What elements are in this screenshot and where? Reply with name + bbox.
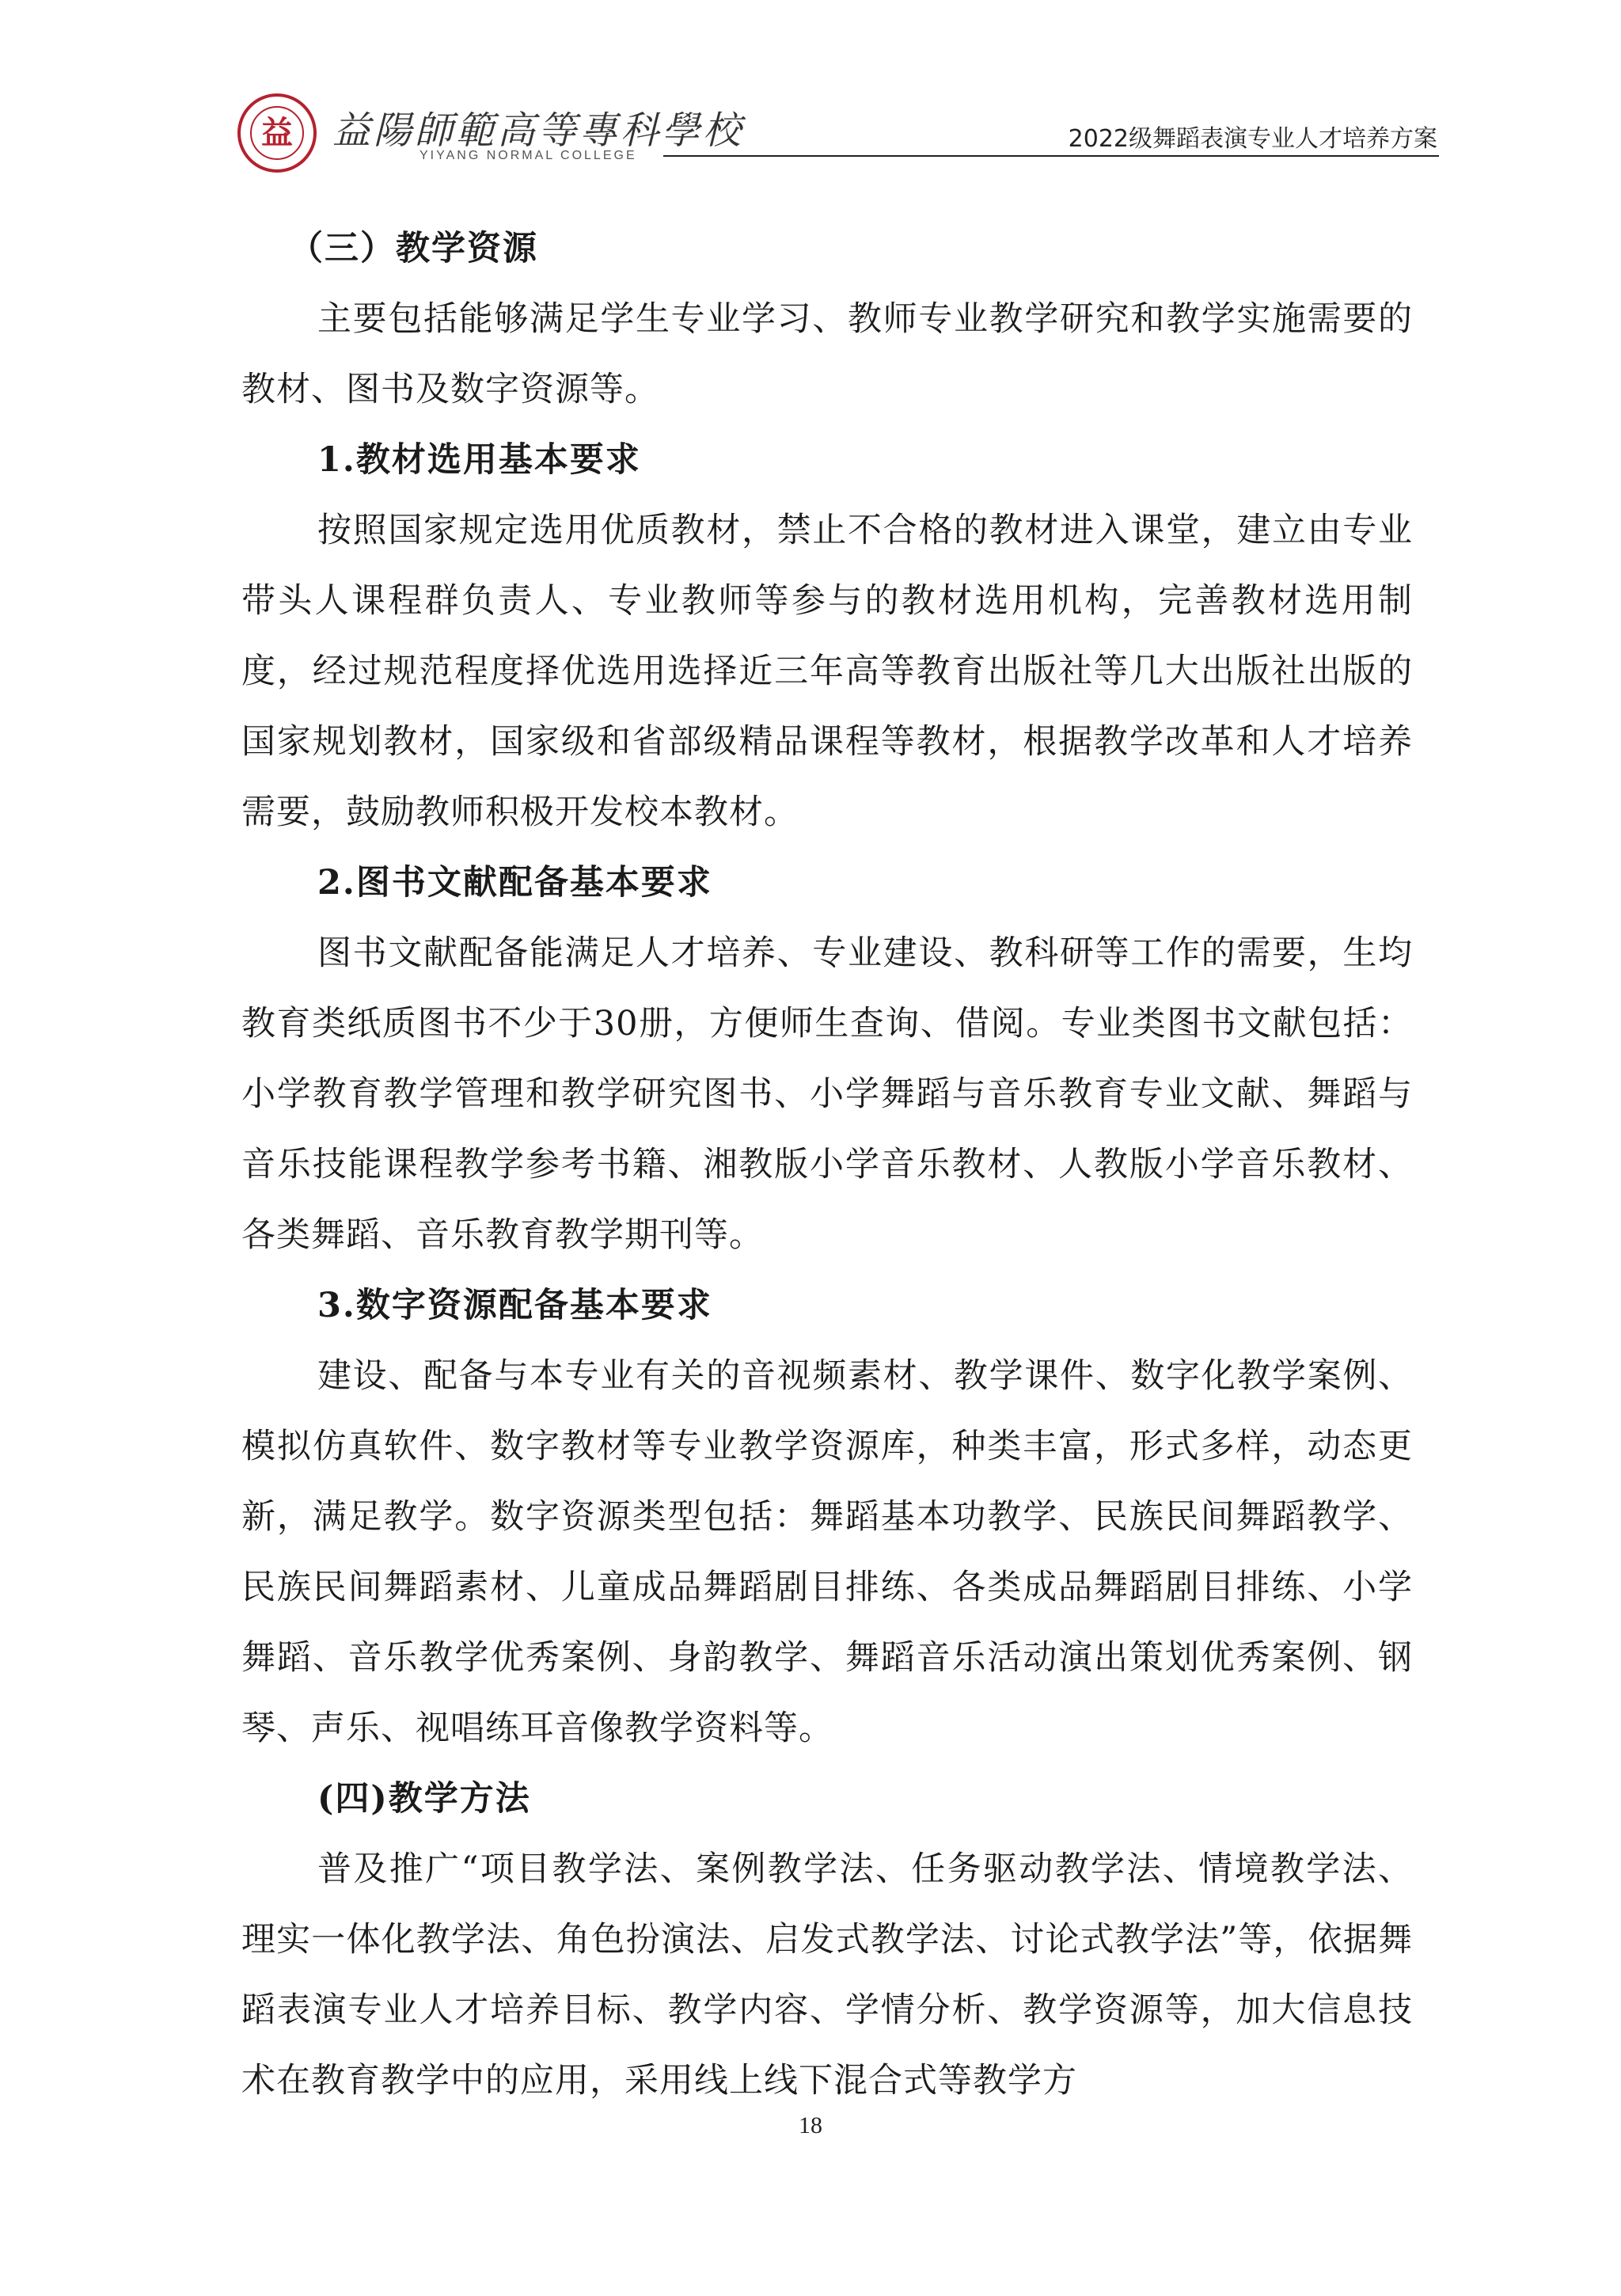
school-name-english: YIYANG NORMAL COLLEGE (419, 149, 637, 162)
subsection-heading: 2.图书文献配备基本要求 (317, 863, 712, 903)
subsection-heading: 1.教材选用基本要求 (317, 440, 641, 480)
section-heading: (四)教学方法 (317, 1779, 531, 1819)
subsection-heading: 3.数字资源配备基本要求 (317, 1286, 712, 1325)
school-name: 益陽師範高等專科學校 (332, 108, 745, 153)
school-logo-icon (237, 93, 317, 173)
page-number: 18 (799, 2112, 822, 2138)
section-heading: （三）教学资源 (289, 229, 538, 268)
page-header (0, 0, 1621, 190)
page-content (241, 214, 1413, 2116)
document-title: 2022级舞蹈表演专业人才培养方案 (1068, 125, 1437, 153)
header-divider (663, 155, 1439, 157)
paragraph: 普及推广“项目教学法、案例教学法、任务驱动教学法、情境教学法、理实一体化教学法、角色扮演法、启发式教学法、讨论式教学法”等，依据舞蹈表演专业人才培养目标、教学内容、学情分析、教学资源等，加大信息技术在教育教学中的应用，采用线上线下混合式等教学方 (241, 1849, 1413, 2100)
logo-inner-ring (250, 106, 304, 160)
paragraph: 建设、配备与本专业有关的音视频素材、教学课件、数字化教学案例、模拟仿真软件、数字教材等专业教学资源库，种类丰富，形式多样，动态更新，满足教学。数字资源类型包括：舞蹈基本功教学、民族民间舞蹈教学、民族民间舞蹈素材、儿童成品舞蹈剧目排练、各类成品舞蹈剧目排练、小学舞蹈、音乐教学优秀案例、身韵教学、舞蹈音乐活动演出策划优秀案例、钢琴、声乐、视唱练耳音像教学资料等。 (241, 1356, 1413, 1748)
paragraph: 主要包括能够满足学生专业学习、教师专业教学研究和教学实施需要的教材、图书及数字资源等。 (241, 299, 1413, 409)
logo-mark: 益 (261, 114, 293, 151)
paragraph: 按照国家规定选用优质教材，禁止不合格的教材进入课堂，建立由专业带头人课程群负责人、专业教师等参与的教材选用机构，完善教材选用制度，经过规范程度择优选用选择近三年高等教育出版社等几大出版社出版的国家规划教材，国家级和省部级精品课程等教材，根据教学改革和人才培养需要，鼓励教师积极开发校本教材。 (241, 511, 1413, 832)
paragraph: 图书文献配备能满足人才培养、专业建设、教科研等工作的需要，生均教育类纸质图书不少于30册，方便师生查询、借阅。专业类图书文献包括：小学教育教学管理和教学研究图书、小学舞蹈与音乐教育专业文献、舞蹈与音乐技能课程教学参考书籍、湘教版小学音乐教材、人教版小学音乐教材、各类舞蹈、音乐教育教学期刊等。 (241, 933, 1413, 1255)
